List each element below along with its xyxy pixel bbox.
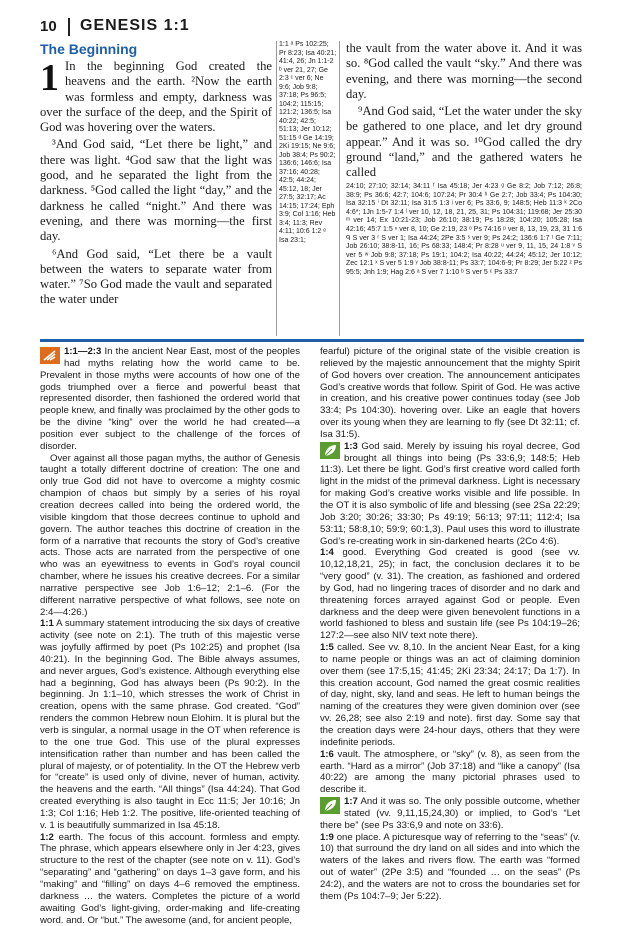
character-of-god-icon [40,347,60,364]
column-rule [339,41,340,336]
verse-paragraph: the vault from the water above it. And it was so. ⁸God called the vault “sky.” And there was evening, and there was morning—the second day. [346,41,582,101]
study-notes-left [40,346,300,926]
cross-reference-column: 1:1 ᵃ Ps 102:25; Pr 8:23; Isa 40:21; 41:4, 26; Jn 1:1-2 ᵇ ver 21, 27; Ge 2:3 ᶜ ver 6; Ne 9:6; Job 9:8; 37:18; Ps 96:5; 104:2; 115:15; 121:2; 136:5; Isa 40:22; 42:5; 51:13; Jer 10:12; 51:15 ᵈ Ge 14:19; 2Ki 19:15; Ne 9:6; Job 38:4; Ps 90:2; 136:6; 146:6; Isa 37:16; 40:28; 42:5; 44:24; 45:12, 18; Jer 27:5; 32:17; Ac 14:15; 17:24; Eph 3:9; Col 1:16; Heb 3:4; 11:3; Rev 4:11; 10:6 1:2 ᵉ Isa 23:1; [279,41,337,244]
scripture-column-left [40,41,272,336]
page-number: 10 [40,18,57,35]
cross-reference-block: 24:10; 27:10; 32:14; 34:11 ᶠ Isa 45:18; Jer 4:23 ᵍ Ge 8:2; Job 7:12; 26:8; 38:9; Ps 36:6; 42:7; 104:6; 107:24; Pr 30:4 ʰ Ge 2:7; Job 33:4; Ps 104:30; Isa 32:15 ⁱ Dt 32:11; Isa 31:5 1:3 ʲ ver 6; Ps 33:6, 9; 148:5; Heb 11:3 ᵏ 2Co 4:6*; 1Jn 1:5-7 1:4 ˡ ver 10, 12, 18, 21, 25, 31; Ps 104:31; 119:68; Jer 25:30 ᵐ ver 14; Ex 10:21-23; Job 26:10; 38:19; Ps 18:28; 104:20; 105:28; Isa 42:16; 45:7 1:5 ⁿ ver 8, 10; Ge 2:19, 23 ᵒ Ps 74:16 ᵖ ver 8, 13, 19, 23, 31 1:6 ᑫ S ver 3 ʳ S ver 1; Isa 44:24; 2Pe 3:5 ˢ ver 9; Ps 24:2; 136:6 1:7 ᵗ Ge 7:11; Job 26:10; 38:8-11, 16; Ps 68:33; 148:4; Pr 8:28 ᵘ ver 9, 11, 15, 24 1:8 ᵛ S ver 5 ʷ Job 9:8; 37:18; Ps 19:1; 104:2; Isa 40:22; 44:24; 45:12; Jer 10:12; Zec 12:1 ˣ S ver 5 1:9 ʸ Job 38:8-11; Ps 33:7; 104:6-9; Pr 8:29; Jer 5:22 ᶻ Ps 95:5; Jnh 1:9; Hag 2:6 ᵃ S ver 7 1:10 ᵇ S ver 5 ᶜ Ps 33:7 [346,183,582,276]
verse-paragraph: ⁶And God said, “Let there be a vault between the waters to separate water from water.” ⁷So God made the vault and separated the water under [40,246,272,307]
verse-paragraph: ³And God said, “Let there be light,” and there was light. ⁴God saw that the light was good, and he separated the light from the darkness. ⁵God called the light “day,” and the darkness he called “night.” And there was evening, and there was morning—the first day. [40,137,272,244]
study-note: 1:1—2:3 In the ancient Near East, most of the peoples had myths relating how the world came to be. Prevalent in those myths were accounts of how one of the gods triumphed over a fierce and powerful beast that represented disorder, then fashioned the ordered world that people knew, and finally was proclaimed by the other gods to be the divine “king” over the world he had created—a position ever subject to the challenge of the forces of disorder. [40,346,300,452]
study-note: 1:5 called. See vv. 8,10. In the ancient Near East, for a king to name people or things was an act of claiming dominion over them (see 17:5,15; 41:45; 2Ki 23:34; 24:17; Da 1:7). In this creation account, God named the great cosmic realities of day, night, sky, land and seas. He left to human beings the naming of the creatures they were given dominion over (see vv. 26,28; see also 2:19 and note). first day. Some say that the creation days were 24-hour days, others that they were indefinite periods. [320,642,580,748]
study-note: fearful) picture of the original state of the visible creation is relieved by the majestic announcement that the mighty Spirit of God hovers over creation. The announcement anticipates God’s creative words that follow. Spirit of God. He was active in creation, and his creative power continues today (see Job 33:4; Ps 104:30). hovering over. Like an eagle that hovers over its young when they are learning to fly (see Dt 32:11; cf. Isa 31:5). [320,346,580,440]
study-notes-divider [40,339,584,342]
chapter-number: 1 [40,57,59,99]
book-title: GENESIS 1:1 [80,17,190,34]
study-note: 1:7 And it was so. The only possible outcome, whether stated (vv. 9,11,15,24,30) or implied, to God’s “Let there be” (see Ps 33:6,9 and note on 33:6). [320,796,580,831]
leaf-icon [320,797,340,814]
header-separator [68,18,70,36]
study-note: 1:4 good. Everything God created is good (see vv. 10,12,18,21, 25); in fact, the conclusion declares it to be “very good” (v. 31). The creation, as fashioned and ordered by God, had no lingering traces of disorder and no dark and threatening forces arrayed against God or people. Even darkness and the deep were given benevolent functions in a world fashioned to bless and sustain life (see Ps 104:19–26; 127:2—see also NIV text note there). [320,547,581,642]
study-note: Over against all those pagan myths, the author of Genesis taught a totally different doctrine of creation: The one and only true God did not have to overcome a mighty cosmic champion of chaos but simply by a series of his royal creation decrees called into being the ordered world, the visible kingdom that those decrees continue to uphold and govern. The author teaches this doctrine of creation in the form of a narrative that recounts the story of God’s creative acts. Those acts are narrated from the perspective of one who was an eyewitness to events in God’s royal council chamber, where he issues his creative decrees. For a similar narrative perspective see Job 1:6–12; 2:1–6. (For the different narrative perspective of what follows, see note on 2:4—4:26.) [40,452,300,618]
verse-text: In the beginning God created the heavens and the earth. ²Now the earth was formless and empty, darkness was over the surface of the deep, and the Spirit of God was hovering over the waters. [40,59,272,135]
column-rule [276,41,277,336]
page-header [40,14,580,40]
scripture-column-right [346,41,582,181]
leaf-icon [320,442,340,459]
study-note: 1:9 one place. A picturesque way of referring to the “seas” (v. 10) that surround the dry land on all sides and into which the waters of the lakes and rivers flow. The earth was “formed out of water” (2Pe 3:5) and “founded … on the seas” (Ps 24:2), and the waters are not to cross the boundaries set for them (Ps 104:7–9; Jer 5:22). [320,831,580,902]
study-note: 1:6 vault. The atmosphere, or “sky” (v. 8), as seen from the earth. “Hard as a mirror” (Job 37:18) and “like a canopy” (Isa 40:22) are among the many pictorial phrases used to describe it. [320,748,580,796]
verse-paragraph [40,59,272,135]
study-note: 1:3 God said. Merely by issuing his royal decree, God brought all things into being (Ps 33:6,9; 148:5; Heb 11:3). Let there be light. God’s first creative word called forth light in the midst of the primeval darkness. Light is necessary for making God’s creative works visible and life possible. In the OT it is also symbolic of life and blessing (see 2Sa 22:29; Job 3:20; 30:26; 33:30; Ps 49:19; 56:13; 97:11; 112:4; Isa 53:11; 58:8,10; 59:9; 60:1,3). Paul uses this word to illustrate God’s re-creating work in sin-darkened hearts (2Co 4:6). [320,440,580,547]
study-note: 1:2 earth. The focus of this account. formless and empty. The phrase, which appears elsewhere only in Jer 4:23, gives structure to the rest of the chapter (see note on v. 11). God’s “separating” and “gathering” on days 1–3 gave form, and his “making” and “filling” on days 4–6 removed the emptiness. darkness … the waters. Completes the picture of a world awaiting God’s light-giving, order-making and life-creating word. and. Or “but.” The awesome (and, for ancient people, [40,831,300,926]
verse-paragraph: ⁹And God said, “Let the water under the sky be gathered to one place, and let dry ground appear.” And it was so. ¹⁰God called the dry ground “land,” and the gathered waters he called [346,104,582,180]
study-note: 1:1 A summary statement introducing the six days of creative activity (see note on 2:1). The truth of this majestic verse was joyfully affirmed by poet (Ps 102:25) and prophet (Isa 40:21). In the beginning God. The Bible always assumes, and never argues, God’s existence. Although everything else had a beginning, God has always been (Ps 90:2). In the beginning. Jn 1:1–10, which stresses the work of Christ in creation, opens with the same phrase. God created. “God” renders the common Hebrew noun Elohim. It is plural but the verb is singular, a normal usage in the OT when reference is to the one true God. This use of the plural expresses intensification rather than number and has been called the plural of majesty, or of potentiality. In the OT the Hebrew verb for “create” is used only of divine, never of human, activity. the heavens and the earth. “All things” (Isa 44:24). That God created everything is also taught in Ecc 11:5; Jer 10:16; Jn 1:3; Col 1:16; Heb 1:2. The positive, life-oriented teaching of v. 1 is beautifully summarized in Isa 45:18. [40,618,300,831]
section-heading: The Beginning [40,41,138,57]
study-notes-right [320,346,580,901]
